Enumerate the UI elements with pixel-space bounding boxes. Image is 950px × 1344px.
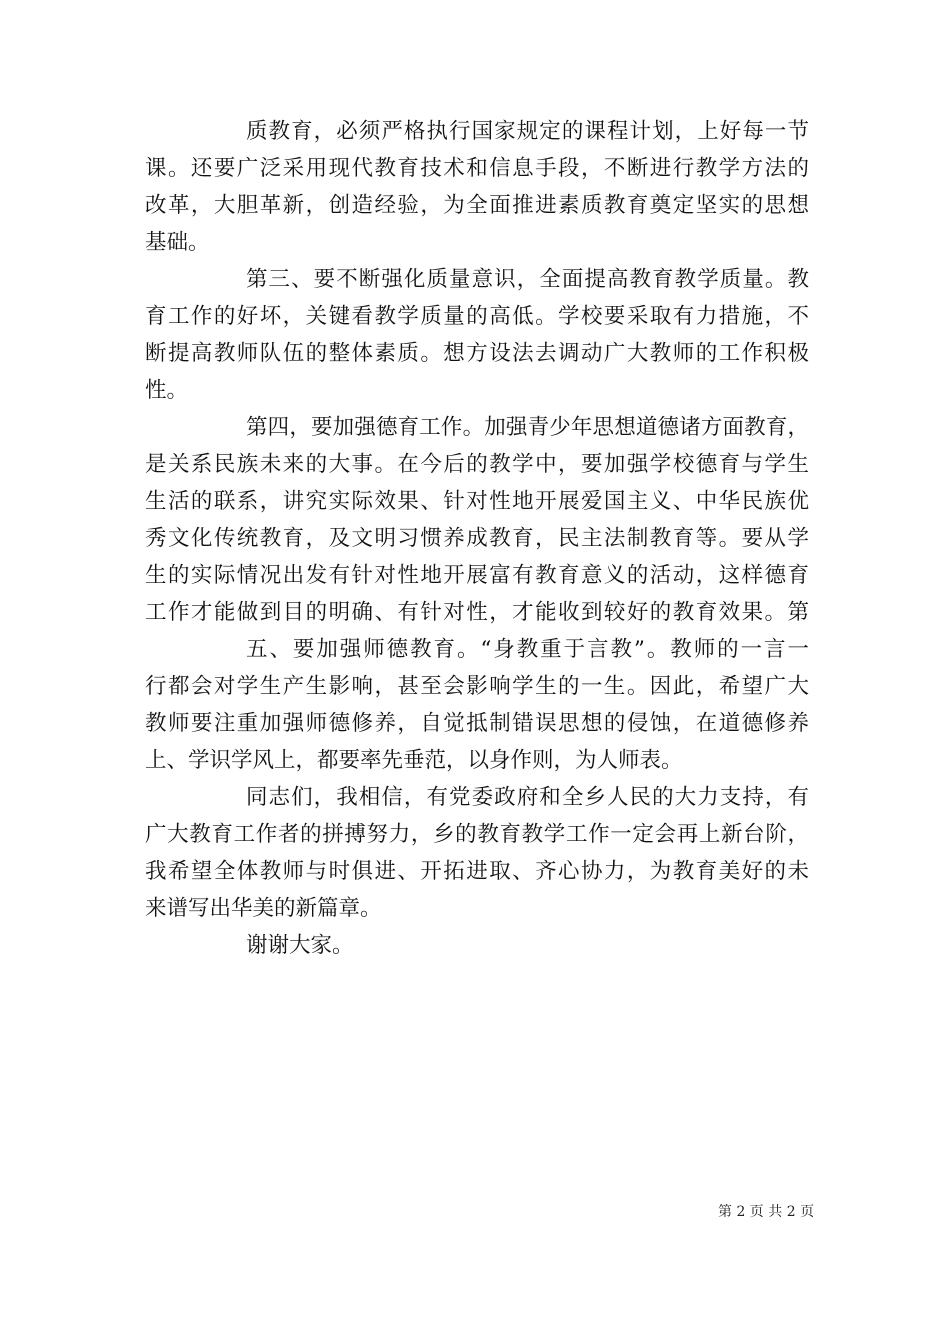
text-line: 秀文化传统教育，及文明习惯养成教育，民主法制教育等。要从学 [145, 526, 809, 551]
text-line: 改革，大胆革新，创造经验，为全面推进素质教育奠定坚实的思想 [145, 193, 809, 218]
text-line: 工作才能做到目的明确、有针对性，才能收到较好的教育效果。第 [145, 600, 809, 625]
text-line: 我希望全体教师与时俱进、开拓进取、齐心协力，为教育美好的未 [145, 859, 809, 884]
text-line: 来谱写出华美的新篇章。 [145, 896, 382, 921]
text-line: 第三、要不断强化质量意识，全面提高教育教学质量。教 [246, 267, 809, 292]
text-line: 生的实际情况出发有针对性地开展富有教育意义的活动，这样德育 [145, 563, 809, 588]
text-line: 课。还要广泛采用现代教育技术和信息手段，不断进行教学方法的 [145, 156, 809, 181]
text-line: 断提高教师队伍的整体素质。想方设法去调动广大教师的工作积极 [145, 341, 809, 366]
text-line: 生活的联系，讲究实际效果、针对性地开展爱国主义、中华民族优 [145, 489, 809, 514]
text-line: 育工作的好坏，关键看教学质量的高低。学校要采取有力措施，不 [145, 304, 809, 329]
text-line: 行都会对学生产生影响，甚至会影响学生的一生。因此，希望广大 [145, 674, 809, 699]
text-line: 广大教育工作者的拼搏努力，乡的教育教学工作一定会再上新台阶， [145, 822, 809, 847]
page-number-footer: 第 2 页 共 2 页 [718, 1204, 815, 1220]
text-line: 质教育，必须严格执行国家规定的课程计划，上好每一节 [246, 119, 809, 144]
text-line: 教师要注重加强师德修养，自觉抵制错误思想的侵蚀，在道德修养 [145, 711, 809, 736]
text-line: 同志们，我相信，有党委政府和全乡人民的大力支持，有 [246, 785, 809, 810]
text-line: 上、学识学风上，都要率先垂范，以身作则，为人师表。 [145, 748, 683, 773]
text-line: 谢谢大家。 [246, 933, 354, 958]
body-text [145, 113, 809, 964]
text-line: 基础。 [145, 230, 210, 255]
text-line: 第四，要加强德育工作。加强青少年思想道德诸方面教育， [246, 415, 809, 440]
text-line: 性。 [145, 378, 189, 403]
text-line: 五、要加强师德教育。“身教重于言教”。教师的一言一 [246, 637, 809, 662]
text-line: 是关系民族未来的大事。在今后的教学中，要加强学校德育与学生 [145, 452, 809, 477]
